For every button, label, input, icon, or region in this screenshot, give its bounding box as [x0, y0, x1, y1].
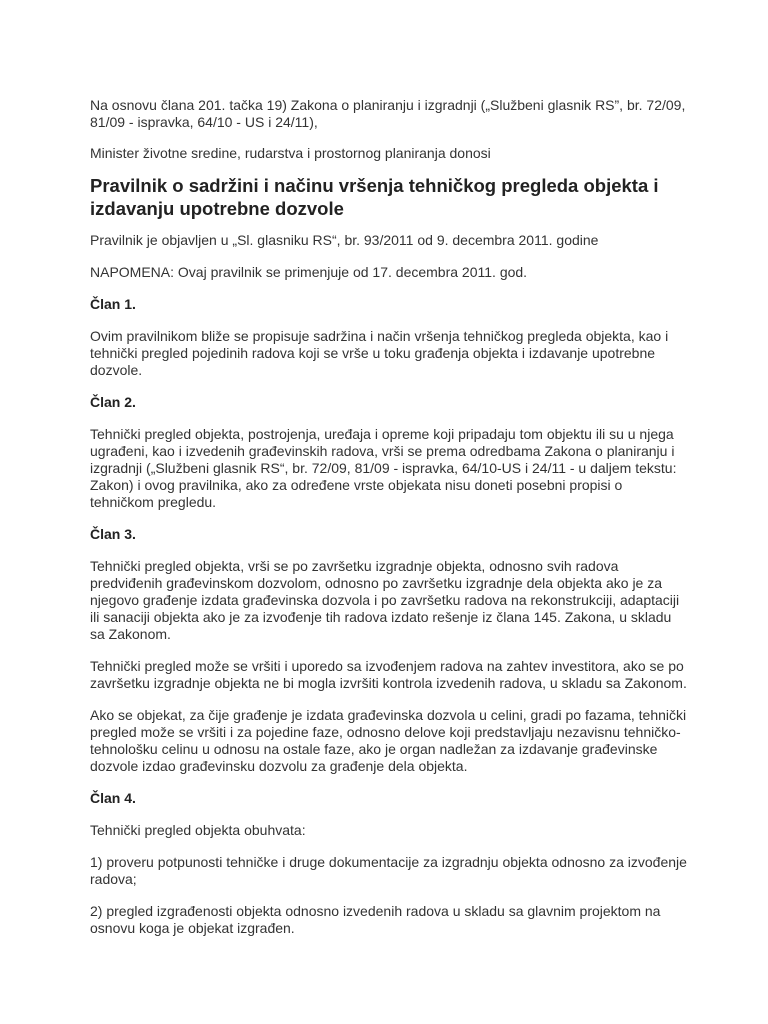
article-1-paragraph-1: Ovim pravilnikom bliže se propisuje sadržina i način vršenja tehničkog pregleda objekta, kao i tehnički pregled pojedinih radova koji se vrše u toku građenja objekta i izdavanje upotrebne dozvole. [90, 328, 669, 378]
application-note: NAPOMENA: Ovaj pravilnik se primenjuje od 17. decembra 2011. god. [90, 264, 528, 280]
article-4-paragraph-1: Tehnički pregled objekta obuhvata: [90, 822, 306, 838]
article-3-heading: Član 3. [90, 526, 136, 542]
article-4-heading: Član 4. [90, 790, 136, 806]
article-4-list-item-1: 1) proveru potpunosti tehničke i druge dokumentacije za izgradnju objekta odnosno za izvođenje radova; [90, 854, 687, 887]
issuer-paragraph: Minister životne sredine, rudarstva i prostornog planiranja donosi [90, 145, 491, 161]
publication-note: Pravilnik je objavljen u „Sl. glasniku RS“, br. 93/2011 od 9. decembra 2011. godine [90, 232, 599, 248]
legal-basis-paragraph: Na osnovu člana 201. tačka 19) Zakona o planiranju i izgradnji („Službeni glasnik RS”, br. 72/09, 81/09 - ispravka, 64/10 - US i 24/11), [90, 97, 686, 130]
article-3-paragraph-3: Ako se objekat, za čije građenje je izdata građevinska dozvola u celini, gradi po fazama, tehnički pregled može se vršiti i za pojedine faze, odnosno delove koji predstavljaju nezavisnu tehničko-tehnološku celinu u odnosu na ostale faze, ako je organ nadležan za izdavanje građevinske dozvole izdao građevinsku dozvolu za građenje dela objekta. [90, 707, 687, 774]
article-1-heading: Član 1. [90, 296, 136, 312]
article-4-list-item-2: 2) pregled izgrađenosti objekta odnosno izvedenih radova u skladu sa glavnim projektom na osnovu koga je objekat izgrađen. [90, 903, 661, 936]
document-title: Pravilnik o sadržini i načinu vršenja tehničkog pregleda objekta i izdavanju upotrebne dozvole [90, 175, 659, 219]
article-3-paragraph-1: Tehnički pregled objekta, vrši se po završetku izgradnje objekta, odnosno svih radova predviđenih građevinskom dozvolom, odnosno po završetku izgradnje dela objekta ako je za njegovo građenje izdata građevinska dozvola i po završetku radova na rekonstrukciji, adaptaciji ili sanaciji objekta ako je za izvođenje tih radova izdato rešenje iz člana 145. Zakona, u skladu sa Zakonom. [90, 558, 680, 642]
article-2-paragraph-1: Tehnički pregled objekta, postrojenja, uređaja i opreme koji pripadaju tom objektu ili su u njega ugrađeni, kao i izvedenih građevinskih radova, vrši se prema odredbama Zakona o planiranju i izgradnji („Službeni glasnik RS“, br. 72/09, 81/09 - ispravka, 64/10-US i 24/11 - u daljem tekstu: Zakon) i ovog pravilnika, ako za određene vrste objekata nisu doneti posebni propisi o tehničkom pregledu. [90, 426, 677, 510]
article-2-heading: Član 2. [90, 394, 136, 410]
article-3-paragraph-2: Tehnički pregled može se vršiti i uporedo sa izvođenjem radova na zahtev investitora, ako se po završetku izgradnje objekta ne bi mogla izvršiti kontrola izvedenih radova, u skladu sa Zakonom. [90, 658, 687, 691]
document-body [90, 97, 690, 952]
